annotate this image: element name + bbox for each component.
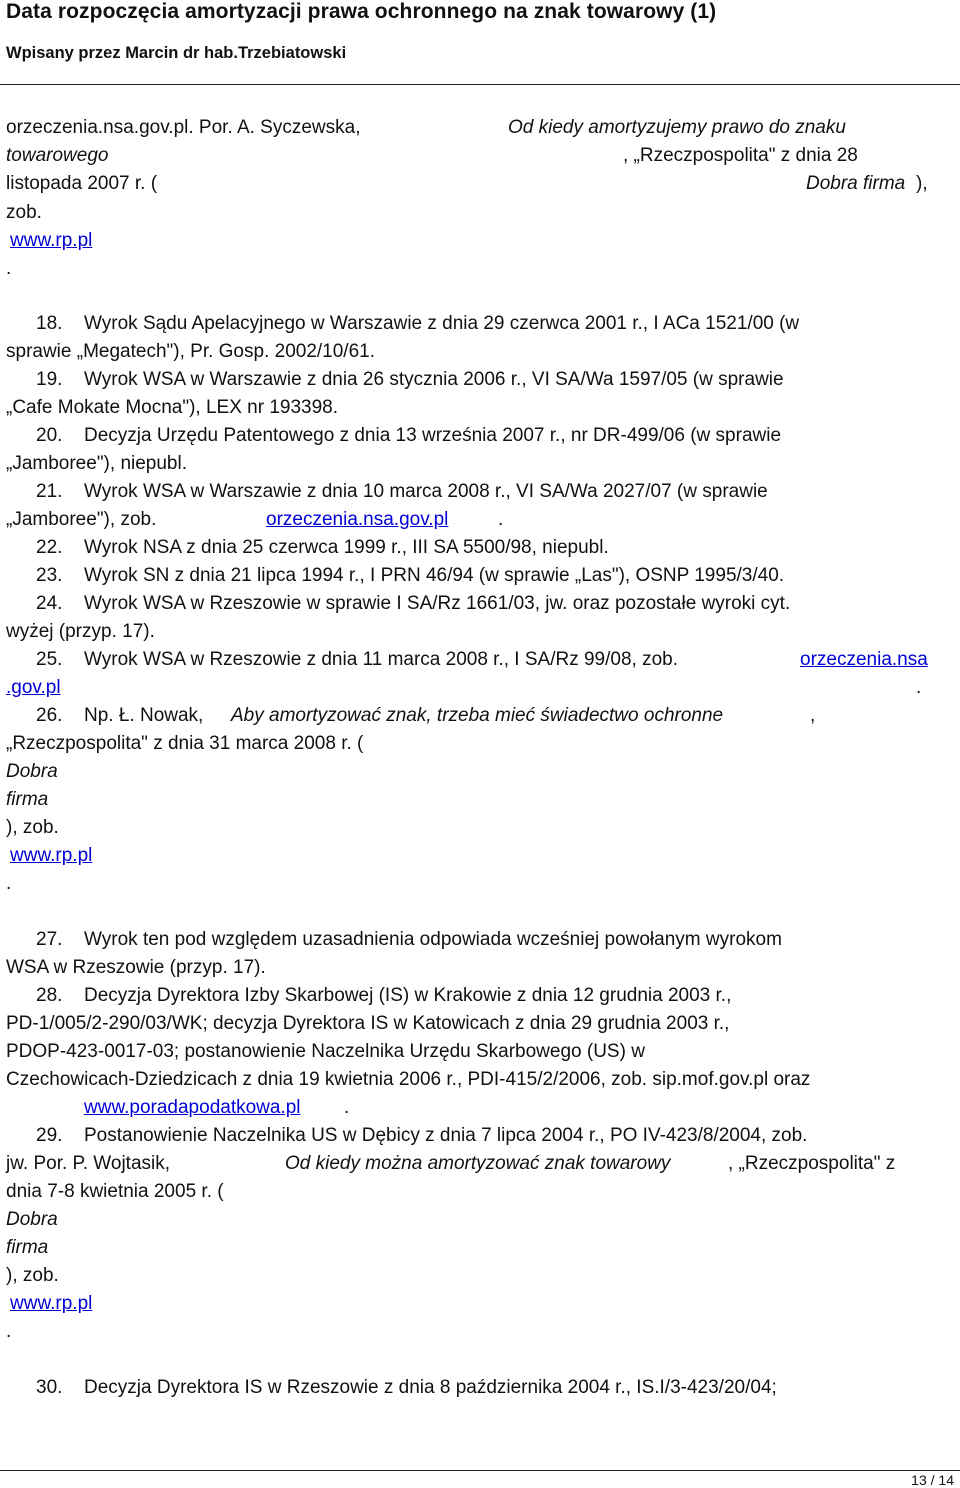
note-29-line-a: Postanowienie Naczelnika US w Dębicy z dnia 7 lipca 2004 r., PO IV-423/8/2004, zob. <box>84 1125 808 1146</box>
p0-dobra-firma: Dobra firma <box>806 173 906 194</box>
p0-link-rp[interactable]: www.rp.pl <box>10 230 93 251</box>
page-header <box>0 0 960 84</box>
note-28-line-c: PDOP-423-0017-03; postanowienie Naczelnika Urzędu Skarbowego (US) w <box>6 1041 645 1062</box>
p0-zob: zob. <box>6 202 42 223</box>
p0-article-title-a: Od kiedy amortyzujemy prawo do znaku <box>508 117 846 138</box>
note-21-number: 21. <box>36 481 63 502</box>
note-30-number: 30. <box>36 1377 63 1398</box>
note-18-line-a: Wyrok Sądu Apelacyjnego w Warszawie z dnia 29 czerwca 2001 r., I ACa 1521/00 (w <box>84 313 800 334</box>
note-29-line-c: dnia 7-8 kwietnia 2005 r. ( <box>6 1181 224 1202</box>
document-title: Data rozpoczęcia amortyzacji prawa ochronnego na znak towarowy (1) <box>6 0 717 23</box>
note-25-link-part1[interactable]: orzeczenia.nsa <box>800 649 928 670</box>
note-27-line-b: WSA w Rzeszowie (przyp. 17). <box>6 957 266 978</box>
note-25-dot: . <box>916 677 922 698</box>
note-20-line-a: Decyzja Urzędu Patentowego z dnia 13 września 2007 r., nr DR-499/06 (w sprawie <box>84 425 782 446</box>
note-27-number: 27. <box>36 929 63 950</box>
note-26-dobra: Dobra <box>6 761 58 782</box>
p0-line-b: , „Rzeczpospolita" z dnia 28 <box>623 145 858 166</box>
note-29-firma: firma <box>6 1237 49 1258</box>
note-29-line-b-end: , „Rzeczpospolita" z <box>728 1153 896 1174</box>
note-23-line-a: Wyrok SN z dnia 21 lipca 1994 r., I PRN 46/94 (w sprawie „Las"), OSNP 1995/3/40. <box>84 565 785 586</box>
note-25-link-part2[interactable]: .gov.pl <box>6 677 61 698</box>
note-20-line-b: „Jamboree"), niepubl. <box>6 453 188 474</box>
note-26-line-b: „Rzeczpospolita" z dnia 31 marca 2008 r. ( <box>6 733 364 754</box>
note-26-article-title: Aby amortyzować znak, trzeba mieć świadectwo ochronne <box>231 705 724 726</box>
note-22-line-a: Wyrok NSA z dnia 25 czerwca 1999 r., III SA 5500/98, niepubl. <box>84 537 609 558</box>
note-26-line-a: Np. Ł. Nowak, <box>84 705 204 726</box>
note-29-dot: . <box>6 1321 12 1342</box>
note-19-line-b: „Cafe Mokate Mocna"), LEX nr 193398. <box>6 397 339 418</box>
note-30-line-a: Decyzja Dyrektora IS w Rzeszowie z dnia 8 października 2004 r., IS.I/3-423/20/04; <box>84 1377 777 1398</box>
note-29-link-rp[interactable]: www.rp.pl <box>10 1293 93 1314</box>
note-29-article-title: Od kiedy można amortyzować znak towarowy <box>285 1153 671 1174</box>
note-21-line-a: Wyrok WSA w Warszawie z dnia 10 marca 2008 r., VI SA/Wa 2027/07 (w sprawie <box>84 481 768 502</box>
page-number: 13 / 14 <box>911 1472 954 1488</box>
note-25-line-a: Wyrok WSA w Rzeszowie z dnia 11 marca 2008 r., I SA/Rz 99/08, zob. <box>84 649 679 670</box>
p0-article-title-b: towarowego <box>6 145 109 166</box>
note-21-line-b: „Jamboree"), zob. <box>6 509 157 530</box>
note-21-dot: . <box>498 509 504 530</box>
note-24-line-b: wyżej (przyp. 17). <box>6 621 155 642</box>
note-28-line-a: Decyzja Dyrektora Izby Skarbowej (IS) w Krakowie z dnia 12 grudnia 2003 r., <box>84 985 732 1006</box>
note-25-number: 25. <box>36 649 63 670</box>
document-byline: Wpisany przez Marcin dr hab.Trzebiatowski <box>6 44 347 62</box>
note-18-number: 18. <box>36 313 63 334</box>
p0-dot: . <box>6 258 12 279</box>
note-19-line-a: Wyrok WSA w Warszawie z dnia 26 stycznia 2006 r., VI SA/Wa 1597/05 (w sprawie <box>84 369 784 390</box>
note-22-number: 22. <box>36 537 63 558</box>
note-29-zob: ), zob. <box>6 1265 59 1286</box>
note-20-number: 20. <box>36 425 63 446</box>
note-26-comma: , <box>810 705 816 726</box>
note-24-number: 24. <box>36 593 63 614</box>
note-26-dot: . <box>6 873 12 894</box>
note-28-line-d: Czechowicach-Dziedzicach z dnia 19 kwietnia 2006 r., PDI-415/2/2006, zob. sip.mof.gov.pl oraz <box>6 1069 811 1090</box>
note-29-number: 29. <box>36 1125 63 1146</box>
header-divider <box>0 84 960 85</box>
note-28-line-b: PD-1/005/2-290/03/WK; decyzja Dyrektora IS w Katowicach z dnia 29 grudnia 2003 r., <box>6 1013 730 1034</box>
note-26-number: 26. <box>36 705 63 726</box>
note-28-number: 28. <box>36 985 63 1006</box>
note-26-link-rp[interactable]: www.rp.pl <box>10 845 93 866</box>
p0-line-a: orzeczenia.nsa.gov.pl. Por. A. Syczewska, <box>6 117 361 138</box>
note-23-number: 23. <box>36 565 63 586</box>
footer-divider <box>0 1470 960 1471</box>
note-27-line-a: Wyrok ten pod względem uzasadnienia odpowiada wcześniej powołanym wyrokom <box>84 929 782 950</box>
note-29-line-b: jw. Por. P. Wojtasik, <box>6 1153 171 1174</box>
note-28-dot: . <box>344 1097 350 1118</box>
p0-line-c-end: ), <box>916 173 928 194</box>
note-21-link[interactable]: orzeczenia.nsa.gov.pl <box>266 509 449 530</box>
note-26-zob: ), zob. <box>6 817 59 838</box>
note-18-line-b: sprawie „Megatech"), Pr. Gosp. 2002/10/61. <box>6 341 375 362</box>
note-19-number: 19. <box>36 369 63 390</box>
note-29-dobra: Dobra <box>6 1209 58 1230</box>
note-28-link[interactable]: www.poradapodatkowa.pl <box>84 1097 301 1118</box>
note-26-firma: firma <box>6 789 49 810</box>
note-24-line-a: Wyrok WSA w Rzeszowie w sprawie I SA/Rz 1661/03, jw. oraz pozostałe wyroki cyt. <box>84 593 791 614</box>
p0-line-c: listopada 2007 r. ( <box>6 173 158 194</box>
